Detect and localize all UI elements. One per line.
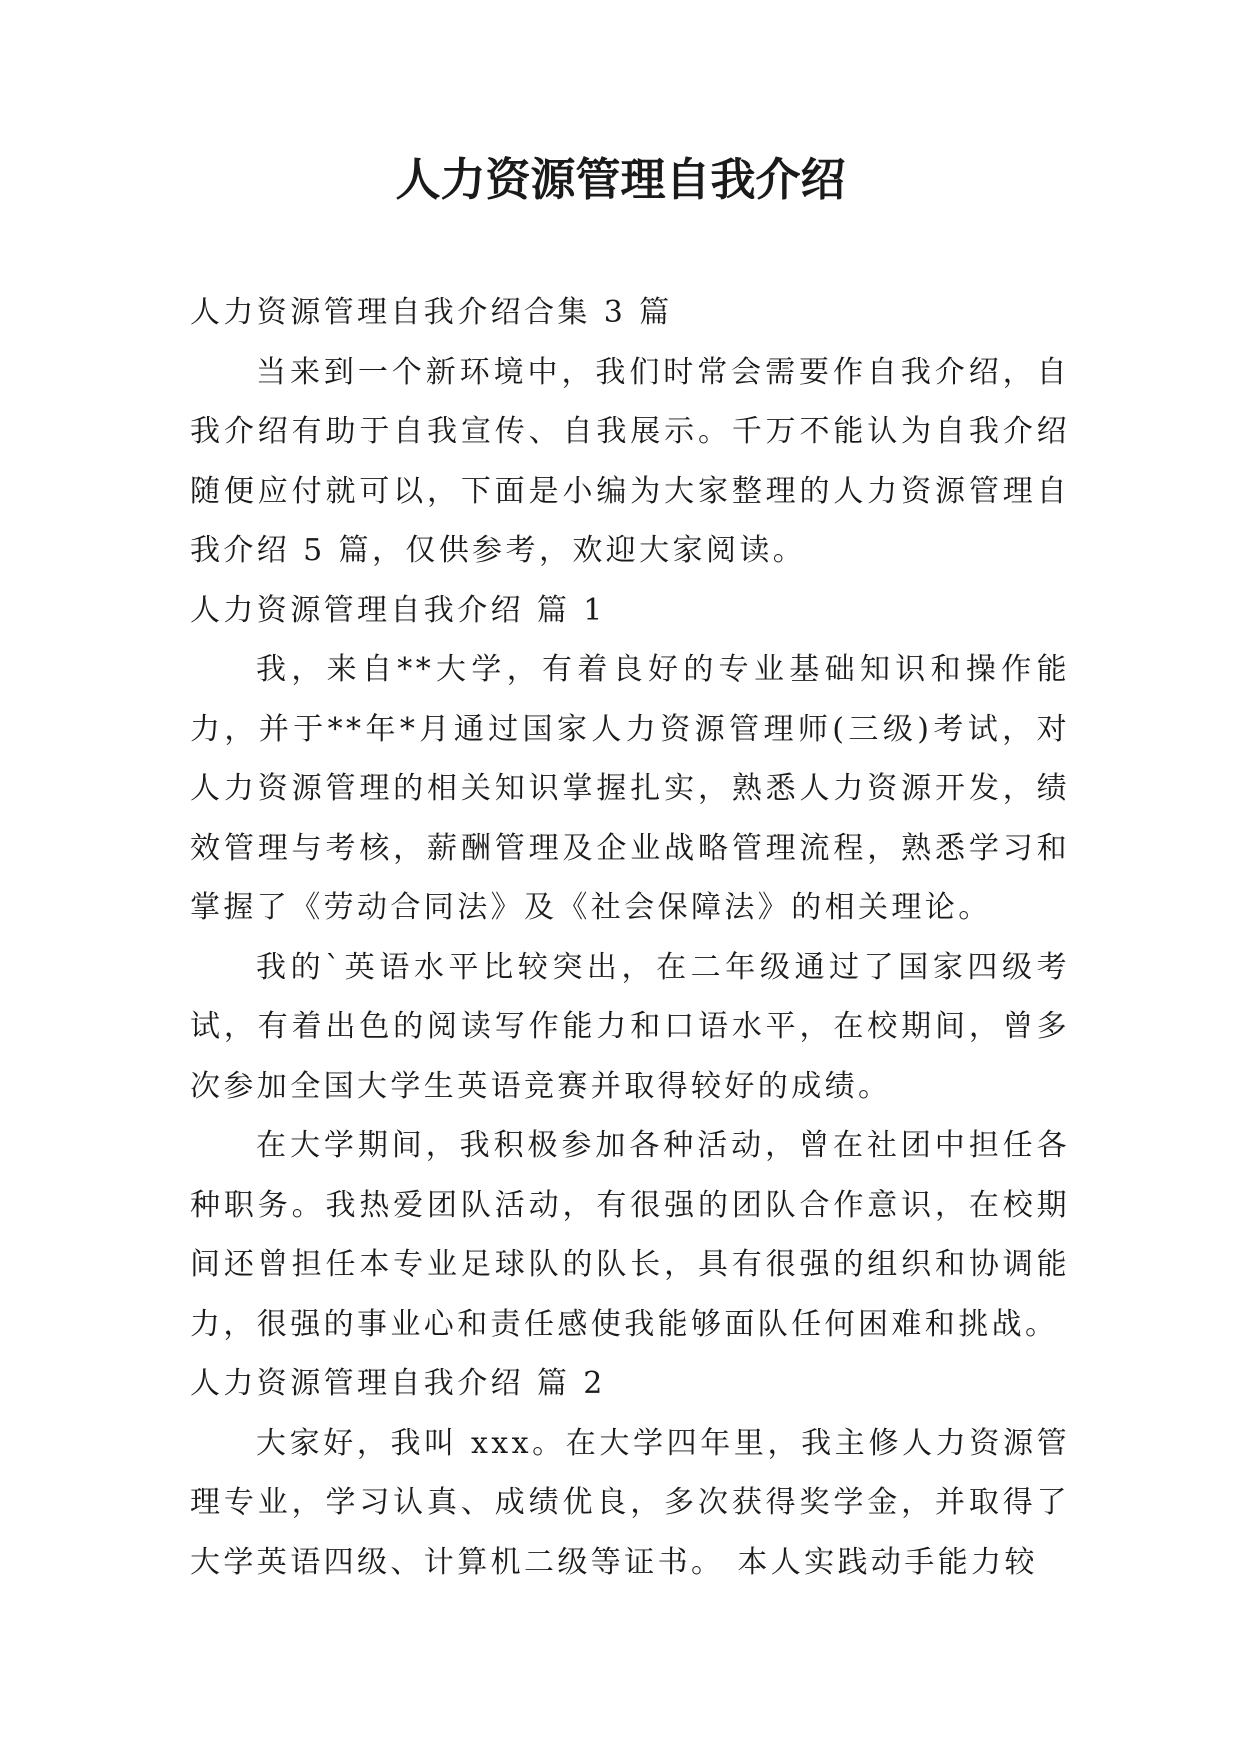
- section-1-paragraph-3: 在大学期间，我积极参加各种活动，曾在社团中担任各种职务。我热爱团队活动，有很强的团队合作意识，在校期间还曾担任本专业足球队的队长，具有很强的组织和协调能力，很强的事业心和责任感使我能够面队任何困难和挑战。: [190, 1128, 1070, 1342]
- section-2-paragraph-1: 大家好，我叫 xxx。在大学四年里，我主修人力资源管理专业，学习认真、成绩优良，多次获得奖学金，并取得了大学英语四级、计算机二级等证书。 本人实践动手能力较: [190, 1425, 1070, 1580]
- section-heading-2: 人力资源管理自我介绍 篇 2: [190, 1366, 606, 1401]
- intro-paragraph: 当来到一个新环境中，我们时常会需要作自我介绍，自我介绍有助于自我宣传、自我展示。千万不能认为自我介绍随便应付就可以，下面是小编为大家整理的人力资源管理自我介绍 5 篇，仅供参考，欢迎大家阅读。: [190, 354, 1070, 568]
- section-1-paragraph-1: 我，来自**大学，有着良好的专业基础知识和操作能力，并于**年*月通过国家人力资源管理师(三级)考试，对人力资源管理的相关知识掌握扎实，熟悉人力资源开发，绩效管理与考核，薪酬管理及企业战略管理流程，熟悉学习和掌握了《劳动合同法》及《社会保障法》的相关理论。: [190, 652, 1070, 925]
- section-heading-1: 人力资源管理自我介绍 篇 1: [190, 592, 606, 628]
- collection-subtitle: 人力资源管理自我介绍合集 3 篇: [190, 295, 673, 330]
- document-body: [190, 283, 1070, 1592]
- section-1-paragraph-2: 我的`英语水平比较突出，在二年级通过了国家四级考试，有着出色的阅读写作能力和口语水平，在校期间，曾多次参加全国大学生英语竞赛并取得较好的成绩。: [190, 949, 1070, 1104]
- document-title: 人力资源管理自我介绍: [395, 153, 846, 206]
